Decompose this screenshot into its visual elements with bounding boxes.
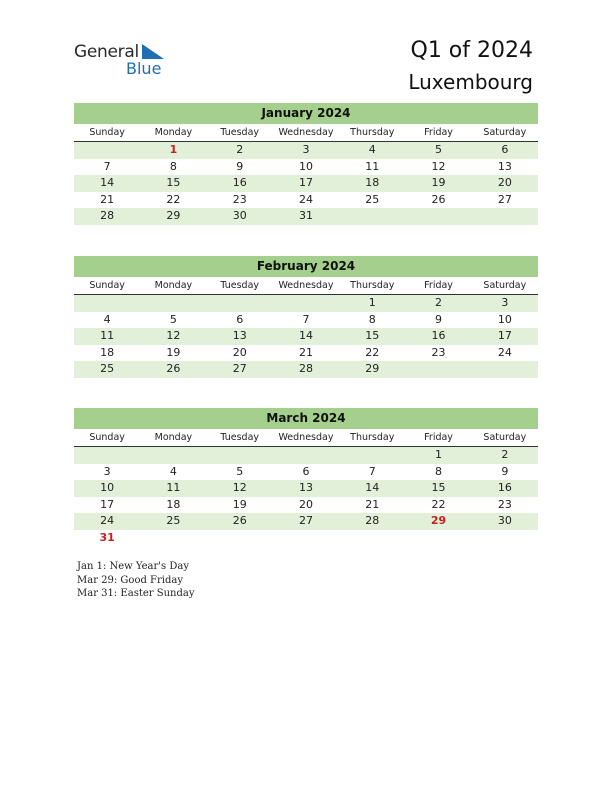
- day-cell: 27: [298, 514, 313, 527]
- week-row: [74, 312, 538, 329]
- day-cell: 20: [232, 345, 247, 359]
- weekday-label: Thursday: [350, 280, 395, 291]
- day-cell: 18: [100, 345, 115, 359]
- day-cell: 19: [166, 345, 181, 359]
- day-cell: 30: [497, 514, 512, 527]
- day-cell: 15: [431, 481, 446, 494]
- weekday-label: Saturday: [483, 280, 527, 291]
- holiday-note: Mar 29: Good Friday: [77, 574, 183, 586]
- week-row: [74, 361, 538, 378]
- month-title: March 2024: [74, 408, 538, 429]
- day-cell: 7: [103, 159, 111, 173]
- day-cell: 23: [232, 192, 247, 206]
- week-row: [74, 530, 538, 547]
- day-cell: 10: [497, 312, 512, 326]
- week-row: [74, 295, 538, 312]
- weekday-label: Tuesday: [220, 127, 260, 138]
- day-cell: 9: [236, 159, 244, 173]
- month-title: January 2024: [74, 103, 538, 124]
- empty-day-cell: [207, 447, 273, 464]
- empty-day-cell: [472, 208, 538, 225]
- day-cell: 3: [302, 143, 310, 156]
- empty-day-cell: [472, 530, 538, 547]
- day-cell: 2: [501, 448, 509, 461]
- weekday-label: Friday: [424, 280, 453, 291]
- day-cell: 23: [497, 497, 512, 511]
- day-cell: 6: [236, 312, 244, 326]
- day-cell: 13: [232, 329, 247, 342]
- weekday-label: Friday: [424, 127, 453, 138]
- logo-text-general: General: [74, 42, 139, 62]
- day-cell: 20: [497, 176, 512, 189]
- weekday-label: Thursday: [350, 127, 395, 138]
- empty-day-cell: [140, 447, 206, 464]
- day-cell: 18: [365, 176, 380, 189]
- page-title: Q1 of 2024: [410, 38, 533, 63]
- day-cell: 14: [365, 481, 380, 494]
- weekday-header-row: [74, 124, 538, 142]
- week-row: [74, 497, 538, 514]
- weekday-label: Sunday: [89, 280, 125, 291]
- weekday-label: Monday: [154, 280, 193, 291]
- day-cell: 29: [365, 362, 380, 375]
- month-title: February 2024: [74, 256, 538, 277]
- holiday-note: Jan 1: New Year's Day: [77, 561, 189, 572]
- weekday-label: Thursday: [350, 432, 395, 443]
- day-cell: 11: [100, 329, 115, 342]
- day-cell: 30: [232, 209, 247, 222]
- day-cell: 1: [368, 296, 376, 309]
- empty-day-cell: [405, 530, 471, 547]
- logo-triangle-icon: [142, 44, 164, 59]
- empty-day-cell: [339, 530, 405, 547]
- empty-day-cell: [74, 142, 140, 159]
- empty-day-cell: [207, 530, 273, 547]
- day-cell: 24: [100, 514, 115, 527]
- day-cell: 15: [365, 329, 380, 342]
- day-cell: 19: [232, 497, 247, 511]
- day-cell: 9: [501, 464, 509, 478]
- day-cell: 13: [497, 159, 512, 173]
- weekday-label: Friday: [424, 432, 453, 443]
- day-cell: 12: [232, 481, 247, 494]
- day-cell: 3: [103, 464, 111, 478]
- weekday-label: Sunday: [89, 127, 125, 138]
- holiday-notes: [77, 560, 194, 601]
- day-cell: 10: [100, 481, 115, 494]
- day-cell: 18: [166, 497, 181, 511]
- empty-day-cell: [339, 208, 405, 225]
- day-cell: 24: [497, 345, 512, 359]
- day-cell: 14: [100, 176, 115, 189]
- day-cell: 24: [298, 192, 313, 206]
- day-cell: 16: [497, 481, 512, 494]
- week-row: [74, 208, 538, 225]
- empty-day-cell: [339, 447, 405, 464]
- day-cell: 20: [298, 497, 313, 511]
- day-cell: 31: [298, 209, 313, 222]
- day-cell: 8: [368, 312, 376, 326]
- day-cell: 26: [232, 514, 247, 527]
- empty-day-cell: [405, 208, 471, 225]
- day-cell: 25: [166, 514, 181, 527]
- empty-day-cell: [140, 530, 206, 547]
- generalblue-logo: [74, 42, 184, 82]
- day-cell: 16: [232, 176, 247, 189]
- day-cell: 8: [435, 464, 443, 478]
- day-cell: 22: [431, 497, 446, 511]
- weekday-header-row: [74, 277, 538, 295]
- day-cell: 22: [166, 192, 181, 206]
- weekday-label: Saturday: [483, 432, 527, 443]
- empty-day-cell: [74, 447, 140, 464]
- day-cell: 1: [169, 143, 178, 156]
- day-cell: 14: [298, 329, 313, 342]
- empty-day-cell: [472, 361, 538, 378]
- day-cell: 12: [166, 329, 181, 342]
- day-cell: 10: [298, 159, 313, 173]
- day-cell: 29: [430, 514, 447, 527]
- day-cell: 17: [497, 329, 512, 342]
- day-cell: 7: [302, 312, 310, 326]
- week-row: [74, 142, 538, 159]
- day-cell: 27: [497, 192, 512, 206]
- weekday-label: Monday: [154, 127, 193, 138]
- day-cell: 28: [298, 362, 313, 375]
- day-cell: 23: [431, 345, 446, 359]
- day-cell: 6: [501, 143, 509, 156]
- day-cell: 26: [166, 362, 181, 375]
- week-row: [74, 480, 538, 497]
- month-january: [74, 103, 538, 225]
- week-row: [74, 159, 538, 176]
- day-cell: 17: [100, 497, 115, 511]
- empty-day-cell: [273, 530, 339, 547]
- day-cell: 2: [435, 296, 443, 309]
- day-cell: 5: [236, 464, 244, 478]
- weekday-label: Wednesday: [278, 432, 334, 443]
- day-cell: 15: [166, 176, 181, 189]
- weekday-header-row: [74, 429, 538, 447]
- day-cell: 1: [435, 448, 443, 461]
- weekday-label: Monday: [154, 432, 193, 443]
- country-name: Luxembourg: [408, 70, 533, 94]
- day-cell: 16: [431, 329, 446, 342]
- weekday-label: Saturday: [483, 127, 527, 138]
- weekday-label: Tuesday: [220, 280, 260, 291]
- day-cell: 6: [302, 464, 310, 478]
- week-row: [74, 328, 538, 345]
- empty-day-cell: [273, 295, 339, 312]
- day-cell: 25: [100, 362, 115, 375]
- weekday-label: Sunday: [89, 432, 125, 443]
- day-cell: 4: [103, 312, 111, 326]
- day-cell: 4: [169, 464, 177, 478]
- day-cell: 22: [365, 345, 380, 359]
- day-cell: 27: [232, 362, 247, 375]
- week-row: [74, 192, 538, 209]
- day-cell: 5: [169, 312, 177, 326]
- week-row: [74, 513, 538, 530]
- day-cell: 8: [169, 159, 177, 173]
- day-cell: 21: [365, 497, 380, 511]
- day-cell: 31: [99, 530, 115, 544]
- empty-day-cell: [74, 295, 140, 312]
- logo-text-blue: Blue: [126, 59, 162, 78]
- week-row: [74, 345, 538, 362]
- day-cell: 17: [298, 176, 313, 189]
- day-cell: 21: [298, 345, 313, 359]
- empty-day-cell: [140, 295, 206, 312]
- day-cell: 28: [100, 209, 115, 222]
- day-cell: 11: [166, 481, 181, 494]
- day-cell: 13: [298, 481, 313, 494]
- day-cell: 12: [431, 159, 446, 173]
- empty-day-cell: [273, 447, 339, 464]
- week-row: [74, 447, 538, 464]
- month-march: [74, 408, 538, 546]
- empty-day-cell: [405, 361, 471, 378]
- day-cell: 7: [368, 464, 376, 478]
- month-february: [74, 256, 538, 378]
- day-cell: 9: [435, 312, 443, 326]
- day-cell: 25: [365, 192, 380, 206]
- day-cell: 26: [431, 192, 446, 206]
- day-cell: 2: [236, 143, 244, 156]
- day-cell: 11: [365, 159, 380, 173]
- week-row: [74, 175, 538, 192]
- day-cell: 19: [431, 176, 446, 189]
- week-row: [74, 464, 538, 481]
- day-cell: 21: [100, 192, 115, 206]
- day-cell: 3: [501, 296, 509, 309]
- empty-day-cell: [207, 295, 273, 312]
- holiday-note: Mar 31: Easter Sunday: [77, 588, 195, 599]
- day-cell: 28: [365, 514, 380, 527]
- weekday-label: Tuesday: [220, 432, 260, 443]
- day-cell: 5: [435, 143, 443, 156]
- day-cell: 29: [166, 209, 181, 222]
- weekday-label: Wednesday: [278, 127, 334, 138]
- day-cell: 4: [368, 143, 376, 156]
- weekday-label: Wednesday: [278, 280, 334, 291]
